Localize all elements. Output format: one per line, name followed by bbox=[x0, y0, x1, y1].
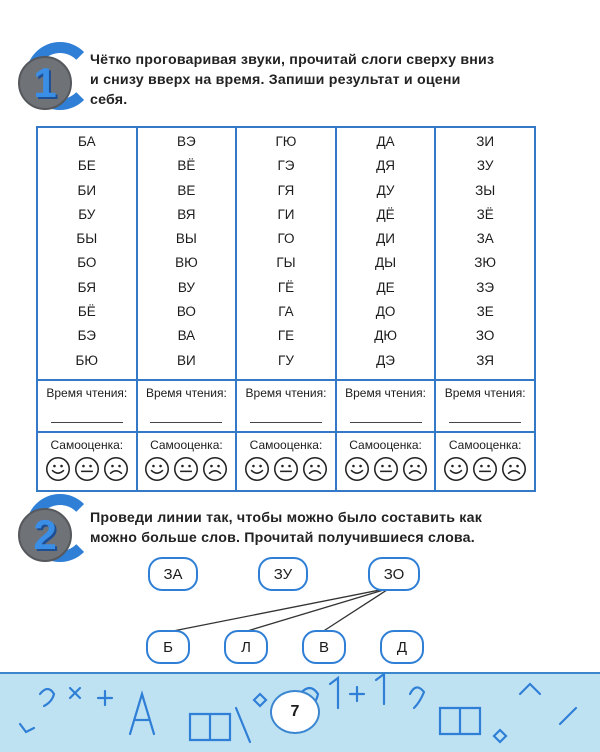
self-label: Самооценка: bbox=[50, 437, 124, 452]
syllable: ГИ bbox=[277, 206, 295, 222]
self-label: Самооценка: bbox=[349, 437, 422, 452]
connection-line bbox=[244, 588, 390, 632]
task-number: 2 bbox=[18, 508, 72, 562]
syllable: ДЫ bbox=[375, 255, 397, 271]
syllable: ЗЯ bbox=[476, 352, 495, 368]
syllable: ВА bbox=[177, 328, 196, 344]
syllable: ГУ bbox=[278, 352, 294, 368]
task-number: 1 bbox=[18, 56, 72, 110]
self-label: Самооценка: bbox=[150, 437, 223, 452]
syllable: ЗА bbox=[476, 231, 494, 247]
time-label: Время чтения: bbox=[444, 385, 526, 400]
syllable: ГЕ bbox=[277, 328, 295, 344]
syllable: ДА bbox=[376, 134, 395, 149]
syllable: БЭ bbox=[77, 328, 96, 344]
syllable: ВЕ bbox=[177, 182, 196, 198]
task-2-line: можно больше слов. Прочитай получившиеся слова. bbox=[90, 530, 475, 546]
syllable: ДИ bbox=[376, 231, 395, 247]
page-number: 7 bbox=[270, 690, 320, 734]
letter-box-v[interactable]: В bbox=[302, 630, 346, 664]
syllable: БЕ bbox=[77, 158, 96, 174]
task-2-line: Проведи линии так, чтобы можно было составить как bbox=[90, 510, 483, 526]
syllable: ДУ bbox=[376, 182, 395, 198]
syllable: ЗУ bbox=[476, 158, 494, 174]
task-1-line: и снизу вверх на время. Запиши результат и оцени bbox=[90, 72, 461, 88]
syllable: ЗЭ bbox=[476, 279, 495, 295]
syllable: БЫ bbox=[76, 231, 98, 247]
task-1-line: Чётко проговаривая звуки, прочитай слоги сверху вниз bbox=[90, 52, 495, 68]
syllable: ЗЫ bbox=[475, 182, 496, 198]
syllable: ЗЕ bbox=[476, 304, 494, 320]
syllable: ВЁ bbox=[177, 158, 196, 174]
syllable: ГЯ bbox=[277, 182, 295, 198]
syllable: ГЮ bbox=[275, 134, 297, 149]
syllable: ВУ bbox=[177, 279, 195, 295]
time-label: Время чтения: bbox=[345, 385, 427, 400]
letter-box-b[interactable]: Б bbox=[146, 630, 190, 664]
syllable: ВЫ bbox=[175, 231, 197, 247]
time-label: Время чтения: bbox=[145, 385, 227, 400]
syllable: ВЯ bbox=[177, 206, 196, 222]
syllable: ЗО bbox=[475, 328, 495, 344]
letter-box-d[interactable]: Д bbox=[380, 630, 424, 664]
syllable: ВИ bbox=[177, 352, 196, 368]
time-label: Время чтения: bbox=[245, 385, 327, 400]
time-label: Время чтения: bbox=[46, 385, 128, 400]
syllable: ВЮ bbox=[175, 255, 198, 271]
syllable: ЗЁ bbox=[476, 206, 494, 222]
syllable: ДЮ bbox=[374, 328, 397, 344]
syllable: ГА bbox=[278, 304, 294, 320]
syllable: ДО bbox=[375, 304, 396, 320]
word-box-zu[interactable]: ЗУ bbox=[258, 557, 308, 591]
task-1-line: себя. bbox=[90, 92, 128, 108]
syllable: ГЫ bbox=[276, 255, 296, 271]
syllable: ВЭ bbox=[177, 134, 196, 149]
syllable: ГЭ bbox=[277, 158, 295, 174]
syllable: ДЕ bbox=[376, 279, 395, 295]
syllable: БИ bbox=[77, 182, 97, 198]
self-label: Самооценка: bbox=[249, 437, 323, 452]
syllable: БО bbox=[77, 255, 97, 271]
syllable: ГЁ bbox=[277, 279, 295, 295]
syllable: ЗЮ bbox=[474, 255, 497, 271]
syllable: ВО bbox=[176, 304, 196, 320]
syllable: ЗИ bbox=[476, 134, 495, 149]
syllable: БА bbox=[78, 134, 96, 149]
word-box-zo[interactable]: ЗО bbox=[368, 557, 420, 591]
syllable: ГО bbox=[277, 231, 295, 247]
word-box-za[interactable]: ЗА bbox=[148, 557, 198, 591]
syllable: БЮ bbox=[75, 352, 99, 368]
syllable: ДЭ bbox=[376, 352, 395, 368]
letter-box-l[interactable]: Л bbox=[224, 630, 268, 664]
syllable: БЯ bbox=[77, 279, 97, 295]
self-label: Самооценка: bbox=[448, 437, 522, 452]
syllable: ДЁ bbox=[376, 206, 395, 222]
syllable: БЁ bbox=[77, 304, 96, 320]
syllable: БУ bbox=[78, 206, 96, 222]
syllable: ДЯ bbox=[376, 158, 396, 174]
